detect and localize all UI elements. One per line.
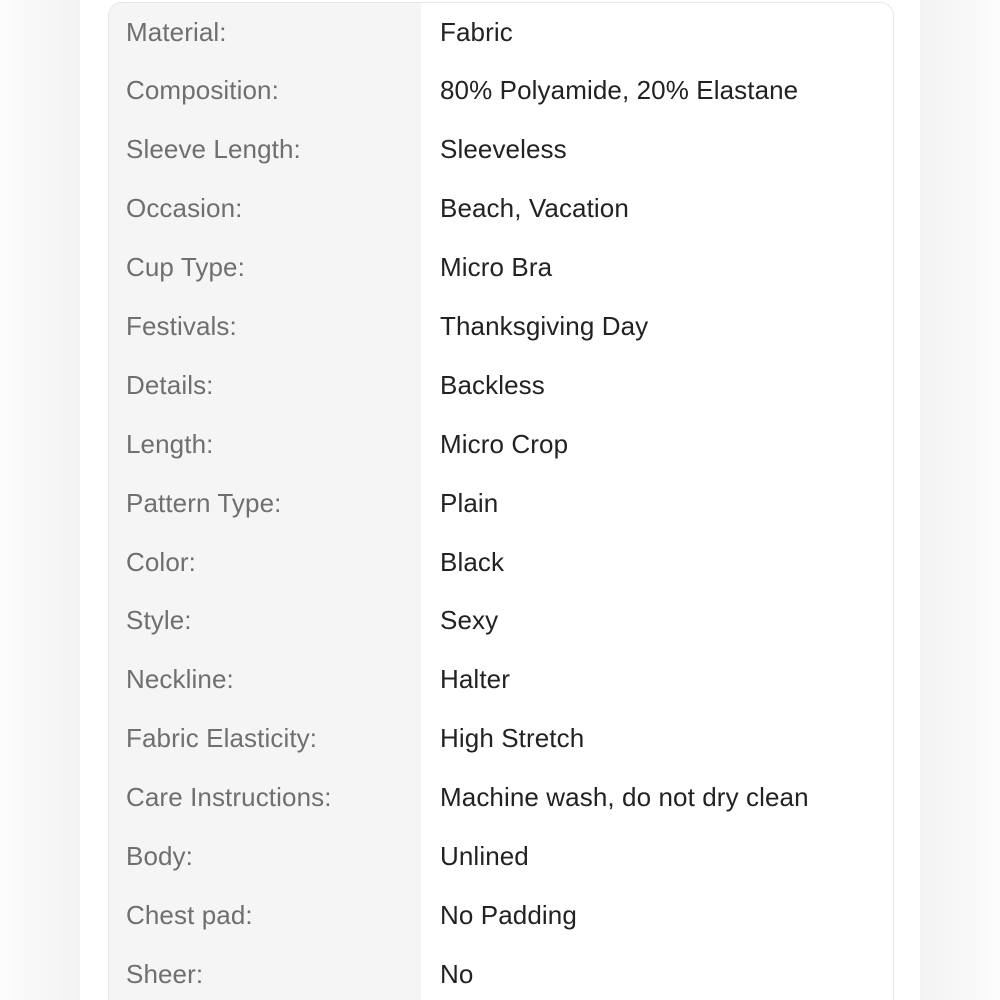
spec-row-chest-pad [109, 885, 893, 944]
spec-value: Plain [440, 487, 499, 518]
spec-label: Pattern Type: [126, 487, 282, 518]
background-left [0, 0, 80, 1000]
spec-label: Composition: [126, 75, 279, 106]
spec-label: Details: [126, 369, 214, 400]
spec-value: Backless [440, 369, 545, 400]
spec-value: Black [440, 546, 505, 577]
spec-value: Unlined [440, 841, 529, 872]
spec-label: Fabric Elasticity: [126, 723, 318, 754]
spec-value: Thanksgiving Day [440, 311, 649, 341]
spec-row-pattern-type [109, 473, 893, 532]
spec-value: Micro Bra [440, 252, 553, 283]
spec-row-sleeve-length [109, 120, 893, 179]
spec-label: Occasion: [126, 193, 243, 224]
spec-label: Festivals: [126, 311, 237, 341]
spec-value: Halter [440, 664, 510, 695]
spec-row-sheer [109, 944, 893, 1000]
spec-row-occasion [109, 179, 893, 238]
spec-label: Care Instructions: [126, 782, 332, 813]
spec-value: 80% Polyamide, 20% Elastane [440, 75, 799, 106]
spec-row-festivals [109, 297, 893, 356]
spec-label: Chest pad: [126, 899, 253, 930]
spec-label: Neckline: [126, 664, 234, 695]
spec-value: Machine wash, do not dry clean [440, 782, 809, 813]
spec-value: Sleeveless [440, 134, 567, 165]
spec-row-fabric-elasticity [109, 709, 893, 768]
spec-label: Sleeve Length: [126, 134, 301, 165]
spec-label: Body: [126, 841, 193, 872]
spec-row-material [109, 3, 893, 61]
spec-row-neckline [109, 650, 893, 709]
spec-row-details [109, 355, 893, 414]
spec-row-cup-type [109, 238, 893, 297]
spec-label: Length: [126, 428, 214, 459]
spec-rows [109, 3, 893, 1000]
spec-row-style [109, 591, 893, 650]
spec-value: No Padding [440, 899, 577, 930]
spec-label: Style: [126, 605, 192, 636]
product-spec-table [108, 2, 894, 1000]
spec-value: High Stretch [440, 723, 585, 754]
spec-row-care-instructions [109, 768, 893, 827]
spec-row-color [109, 532, 893, 591]
spec-row-composition [109, 61, 893, 120]
background-right [920, 0, 1000, 1000]
spec-value: Micro Crop [440, 428, 569, 459]
spec-label: Material: [126, 17, 227, 47]
spec-label: Color: [126, 546, 196, 577]
spec-label: Sheer: [126, 958, 204, 989]
spec-value: No [440, 958, 474, 989]
spec-value: Fabric [440, 17, 513, 47]
spec-value: Sexy [440, 605, 499, 636]
spec-row-body [109, 827, 893, 886]
spec-row-length [109, 414, 893, 473]
spec-value: Beach, Vacation [440, 193, 629, 224]
spec-label: Cup Type: [126, 252, 245, 283]
